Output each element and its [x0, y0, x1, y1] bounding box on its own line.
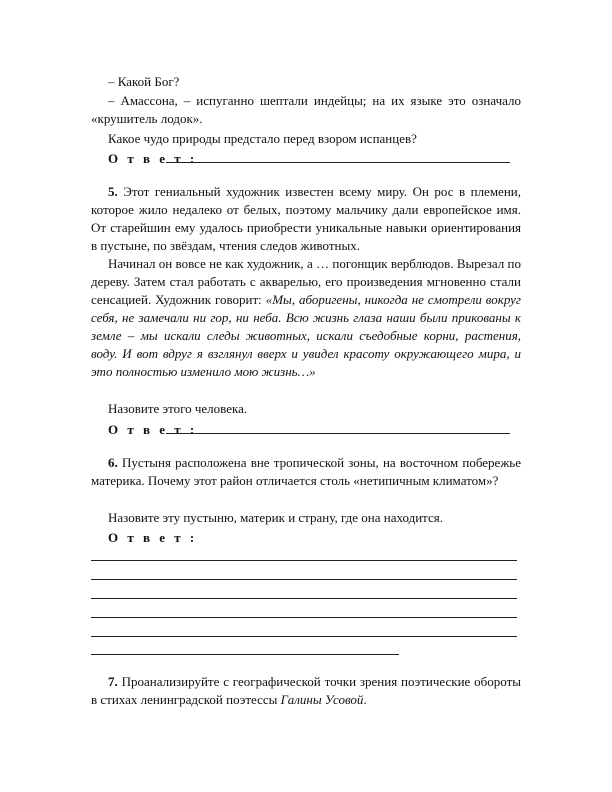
answer-line-q6-1[interactable]	[91, 560, 517, 561]
q5-paragraph-2	[91, 255, 521, 381]
answer-line-q5[interactable]	[166, 433, 510, 434]
q7-paragraph: 7. Проанализируйте с географической точки зрения поэтические обороты в стихах ленинградской поэтессы Галины Усовой.	[91, 674, 522, 707]
q5-number: 5.	[108, 184, 118, 199]
q5-question: Назовите этого человека.	[108, 401, 248, 416]
q5-artist-quote: «Мы, аборигены, никогда не смотрели вокруг себя, не замечали ни гор, ни неба. Всю жизнь глаза наши были прикованы к земле – мы искали следы животных, искали съедобные корни, растения, воду. И вот вдруг я взглянул вверх и увидел красоту окружающего мира, и это полностью изменило мою жизнь…»	[91, 292, 522, 379]
q4-question: Какое чудо природы предстало перед взором испанцев?	[108, 131, 417, 146]
q5-text-1: Этот гениальный художник известен всему миру. Он рос в племени, которое жило недалеко от белых, поэтому мальчику дали европейское имя. От старейшин ему удалось приобрести уникальные навыки ориентирования в пустыне, по звёздам, чтения следов животных.	[91, 184, 521, 253]
answer-row-q6	[108, 529, 197, 547]
answer-line-q4[interactable]	[166, 162, 510, 163]
answer-label: О т в е т :	[108, 422, 198, 437]
dialog-question: – Какой Бог?	[108, 74, 180, 89]
answer-row-q5	[108, 421, 197, 439]
q6-text: Пустыня расположена вне тропической зоны, на восточном побережье материка. Почему этот район отличается столь «нетипичным климатом»?	[91, 455, 521, 488]
answer-line-q6-2[interactable]	[91, 579, 517, 580]
answer-line-q6-5[interactable]	[91, 636, 517, 637]
answer-label: О т в е т :	[108, 530, 198, 545]
q5-text-2: Начинал он вовсе не как художник, а … погонщик верблюдов. Вырезал по дереву. Затем стал работать с акварелью, его произведения мгновенно стали сенсацией. Художник говорит:	[91, 256, 521, 307]
q7-number: 7.	[108, 674, 118, 689]
answer-row-q4	[108, 150, 197, 168]
q7-poet-name: Галины Усовой	[280, 692, 364, 707]
q5-paragraph-1	[91, 183, 521, 255]
answer-line-q6-3[interactable]	[91, 598, 517, 599]
q6-number: 6.	[108, 455, 118, 470]
q6-question: Назовите эту пустыню, материк и страну, где она находится.	[108, 510, 444, 525]
q7-text: Проанализируйте с географической точки зрения поэтические обороты в стихах ленинградской поэтессы	[91, 674, 522, 707]
q6-paragraph	[91, 454, 521, 490]
answer-line-q6-4[interactable]	[91, 617, 517, 618]
dialog-answer: – Амассона, – испуганно шептали индейцы; на их языке это означало «крушитель лодок».	[91, 93, 521, 126]
answer-label: О т в е т :	[108, 151, 198, 166]
answer-line-q6-6[interactable]	[91, 654, 399, 655]
